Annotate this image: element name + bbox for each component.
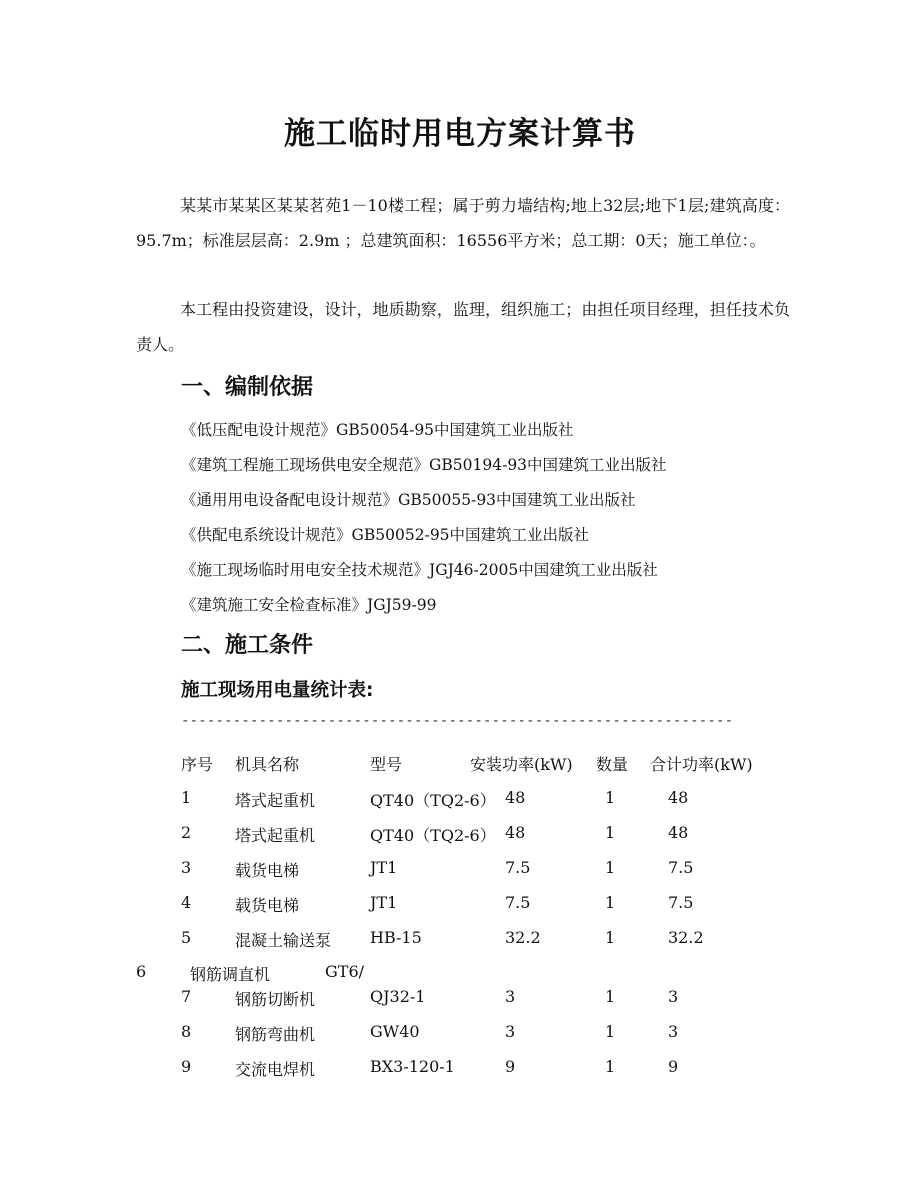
document-title: 施工临时用电方案计算书 (284, 116, 636, 152)
header-model: 型号 (370, 755, 403, 774)
row-index: 1 (181, 788, 192, 807)
row-index: 6 (136, 962, 147, 981)
row-total-power: 3 (668, 1022, 679, 1041)
row-install-power: 9 (505, 1057, 516, 1076)
section-heading-conditions: 二、施工条件 (181, 633, 314, 658)
header-index: 序号 (181, 755, 214, 774)
row-model: GT6/ (325, 962, 365, 981)
reference-item: 《建筑施工安全检查标准》JGJ59-99 (181, 596, 437, 614)
row-total-power: 32.2 (668, 928, 704, 947)
section-heading-basis: 一、编制依据 (181, 375, 314, 400)
row-total-power: 7.5 (668, 893, 694, 912)
row-name: 混凝土输送泵 (235, 931, 332, 950)
header-install-power: 安装功率(kW) (470, 755, 573, 774)
row-total-power: 48 (668, 823, 689, 842)
row-install-power: 48 (505, 823, 526, 842)
row-quantity: 1 (605, 987, 616, 1006)
row-quantity: 1 (605, 893, 616, 912)
row-name: 钢筋调直机 (190, 965, 271, 984)
reference-item: 《建筑工程施工现场供电安全规范》GB50194-93中国建筑工业出版社 (181, 456, 667, 474)
reference-item: 《通用用电设备配电设计规范》GB50055-93中国建筑工业出版社 (181, 491, 636, 509)
row-index: 3 (181, 858, 192, 877)
row-model: JT1 (370, 893, 398, 912)
row-name: 塔式起重机 (235, 826, 316, 845)
table-divider: ---------------------------------------------------------------- (181, 713, 734, 729)
row-model: GW40 (370, 1022, 420, 1041)
row-name: 塔式起重机 (235, 791, 316, 810)
row-name: 钢筋切断机 (235, 990, 316, 1009)
header-total-power: 合计功率(kW) (650, 755, 753, 774)
row-total-power: 3 (668, 987, 679, 1006)
row-model: JT1 (370, 858, 398, 877)
row-total-power: 7.5 (668, 858, 694, 877)
row-install-power: 7.5 (505, 893, 531, 912)
row-quantity: 1 (605, 858, 616, 877)
table-title: 施工现场用电量统计表: (181, 680, 374, 701)
row-index: 7 (181, 987, 192, 1006)
row-name: 载货电梯 (235, 896, 300, 915)
row-index: 2 (181, 823, 192, 842)
intro-paragraph-2: 本工程由投资建设，设计，地质勘察，监理，组织施工；由担任项目经理，担任技术负责人。 (136, 300, 790, 354)
row-name: 钢筋弯曲机 (235, 1025, 316, 1044)
reference-item: 《供配电系统设计规范》GB50052-95中国建筑工业出版社 (181, 526, 590, 544)
row-quantity: 1 (605, 788, 616, 807)
row-install-power: 3 (505, 987, 516, 1006)
row-index: 4 (181, 893, 192, 912)
row-quantity: 1 (605, 823, 616, 842)
row-index: 9 (181, 1057, 192, 1076)
reference-item: 《低压配电设计规范》GB50054-95中国建筑工业出版社 (181, 421, 574, 439)
row-quantity: 1 (605, 1057, 616, 1076)
reference-item: 《施工现场临时用电安全技术规范》JGJ46-2005中国建筑工业出版社 (181, 561, 658, 579)
row-model: QT40（TQ2-6） (370, 791, 496, 810)
row-name: 交流电焊机 (235, 1060, 316, 1079)
row-install-power: 3 (505, 1022, 516, 1041)
row-index: 8 (181, 1022, 192, 1041)
row-index: 5 (181, 928, 192, 947)
row-quantity: 1 (605, 1022, 616, 1041)
row-total-power: 48 (668, 788, 689, 807)
header-quantity: 数量 (596, 755, 629, 774)
row-quantity: 1 (605, 928, 616, 947)
row-install-power: 48 (505, 788, 526, 807)
row-model: BX3-120-1 (370, 1057, 455, 1076)
intro-paragraph-1: 某某市某某区某某茗苑1－10楼工程；属于剪力墙结构;地上32层;地下1层;建筑高度：95.7m；标准层层高：2.9m ；总建筑面积：16556平方米；总工期：0天；施工单位：。 (136, 196, 790, 250)
row-install-power: 7.5 (505, 858, 531, 877)
row-total-power: 9 (668, 1057, 679, 1076)
header-name: 机具名称 (235, 755, 300, 774)
row-install-power: 32.2 (505, 928, 541, 947)
row-model: QT40（TQ2-6） (370, 826, 496, 845)
row-model: QJ32-1 (370, 987, 426, 1006)
row-model: HB-15 (370, 928, 422, 947)
row-name: 载货电梯 (235, 861, 300, 880)
